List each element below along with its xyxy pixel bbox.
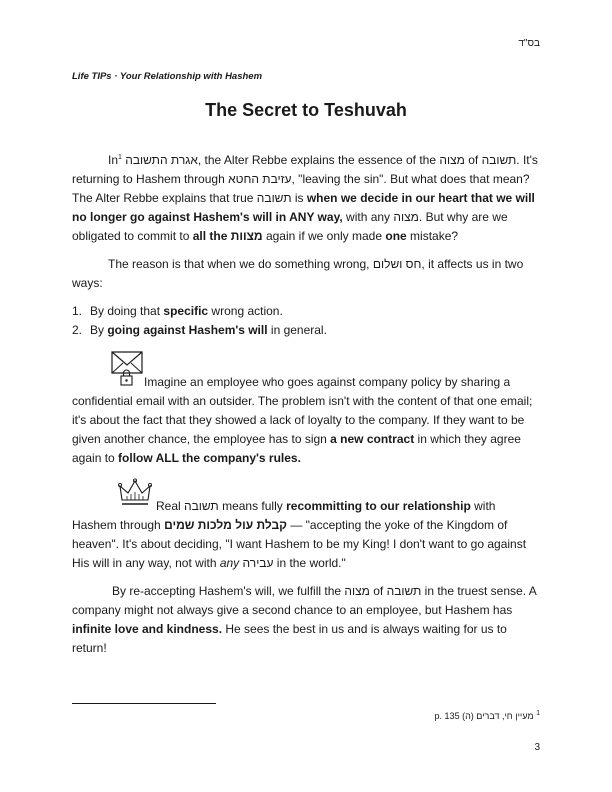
page-number: 3 <box>534 742 540 753</box>
paragraph-real-teshuvah: Real תשובה means fully recommitting to our relationship with Hashem through קבלת עול מלכות שמים — "accepting the yoke of the Kingdom of heaven". It's about deciding, "I want Hashem to be my King! I don't want to go against His will in any way, not with any עבירה in the world." <box>72 499 527 570</box>
series-header: Life TIPs · Your Relationship with Hashem <box>72 71 263 82</box>
list-item: 1. By doing that specific wrong action. <box>72 304 283 318</box>
list-item: 2. By going against Hashem's will in general. <box>72 323 327 337</box>
bsd-header: בס"ד <box>518 38 540 49</box>
effects-list <box>72 302 560 340</box>
footnote-ref: 1 <box>118 154 122 161</box>
paragraph-employee: Imagine an employee who goes against company policy by sharing a confidential email with an outsider. The problem isn't with the content of that one email; it's about the fact that they showed a lack of loyalty to the company. If they want to be given another chance, the employee has to sign a new contract in which they agree again to follow ALL the company's rules. <box>72 375 533 465</box>
paragraph-intro: In$^1$ אגרת התשובה, the Alter Rebbe explains the essence of the מצוה of תשובה. It's returning to Hashem through עזיבת החטא, "leaving the sin". But what does that mean? The Alter Rebbe explains that true תשובה is when we decide in our heart that we will no longer go against Hashem's will in ANY way, with any מצוה. But why are we obligated to commit to all the מצוות again if we only made one mistake? <box>72 153 538 243</box>
footnote-divider <box>72 703 216 704</box>
footnote: p. 135 מעיין חי, דברים (ה) $^1$ <box>434 710 540 721</box>
paragraph-reason: The reason is that when we do something wrong, חס ושלום, it affects us in two ways: <box>72 257 524 290</box>
paragraph-conclusion: By re-accepting Hashem's will, we fulfill the מצוה of תשובה in the truest sense. A company might not always give a second chance to an employee, but Hashem has infinite love and kindness. He sees the best in us and is always waiting for us to return! <box>72 584 537 655</box>
page-title: The Secret to Teshuvah <box>205 100 407 120</box>
